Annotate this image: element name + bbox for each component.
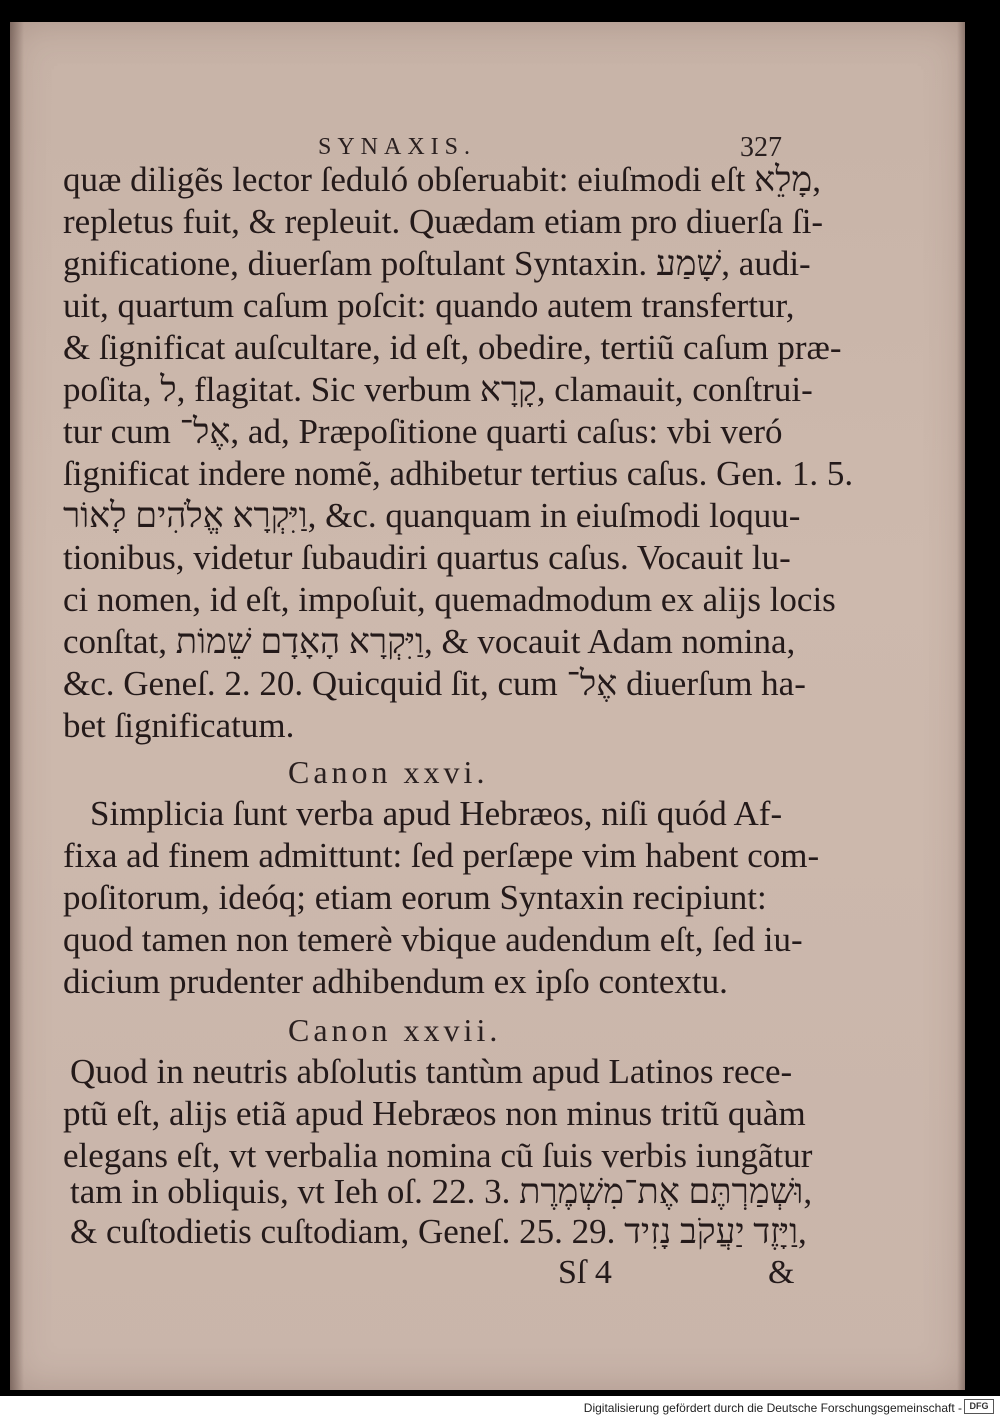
text-line: dicium prudenter adhibendum ex ipſo contextu.	[63, 962, 728, 1001]
footer-credit: Digitalisierung gefördert durch die Deutsche Forschungsgemeinschaft -	[583, 1401, 962, 1415]
text-line: quod tamen non temerè vbique audendum eſt, ſed iu-	[63, 920, 803, 959]
text-line: uit, quartum caſum poſcit: quando autem transfertur,	[63, 286, 795, 325]
text-line: tur cum אֶל־, ad, Præpoſitione quarti caſus: vbi veró	[63, 412, 783, 451]
text-line: & cuſtodietis cuſtodiam, Geneſ. 25. 29. וַיָּזֶד יַעֲקֹב נָזִיד,	[70, 1212, 807, 1251]
canon-heading: Canon xxvii.	[288, 1012, 502, 1048]
text-line: ſignificat indere nomẽ, adhibetur tertius caſus. Gen. 1. 5.	[63, 454, 854, 493]
text-line: repletus fuit, & repleuit. Quædam etiam pro diuerſa ſi-	[63, 202, 824, 241]
text-line: tionibus, videtur ſubaudiri quartus caſus. Vocauit lu-	[63, 538, 791, 577]
running-head: SYNAXIS.	[318, 134, 477, 160]
text-line: tam in obliquis, vt Ieh oſ. 22. 3. וּשְׁמַרְתֶּם אֶת־מִשְׁמֶרֶת,	[70, 1172, 813, 1211]
text-line: conſtat, וַיִּקְרָא הָאָדָם שֵׁמוֹת, & vocauit Adam nomina,	[63, 622, 796, 661]
text-line: poſitorum, ideóq; etiam eorum Syntaxin recipiunt:	[63, 878, 767, 917]
catchword: &	[768, 1254, 795, 1291]
text-line: ptũ eſt, alijs etiã apud Hebræos non minus tritũ quàm	[63, 1094, 806, 1133]
dfg-logo: DFG	[964, 1399, 994, 1414]
text-line: ci nomen, id eſt, impoſuit, quemadmodum ex alijs locis	[63, 580, 836, 619]
text-line: gnificatione, diuerſam poſtulant Syntaxin. שָׁמַע, audi-	[63, 244, 811, 283]
text-line: Simplicia ſunt verba apud Hebræos, niſi quód Af-	[90, 794, 783, 833]
text-line: וַיִּקְרָא אֱלֹהִים לָאוֹר, &c. quanquam in eiuſmodi loquu-	[63, 496, 801, 535]
text-line: elegans eſt, vt verbalia nomina cũ ſuis verbis iungãtur	[63, 1136, 813, 1175]
text-line: Quod in neutris abſolutis tantùm apud Latinos rece-	[70, 1052, 793, 1091]
text-line: bet ſignificatum.	[63, 706, 295, 745]
book-page	[10, 22, 965, 1390]
text-line: quæ diligẽs lector ſeduló obſeruabit: eiuſmodi eſt מָלֵא,	[63, 160, 821, 199]
footer-bar	[0, 1396, 1000, 1418]
page-edge-shadow	[957, 22, 965, 1390]
text-line: poſita, ל, flagitat. Sic verbum קָרָא, clamauit, conſtrui-	[63, 370, 813, 409]
text-line: & ſignificat auſcultare, id eſt, obedire, tertiũ caſum præ-	[63, 328, 842, 367]
page-number: 327	[740, 132, 782, 163]
canon-heading: Canon xxvi.	[288, 754, 489, 790]
page-gutter-shadow	[10, 22, 24, 1390]
text-line: fixa ad finem admittunt: ſed perſæpe vim habent com-	[63, 836, 820, 875]
text-line: &c. Geneſ. 2. 20. Quicquid ſit, cum אֶל־ diuerſum ha-	[63, 664, 806, 703]
signature-mark: Sſ 4	[558, 1254, 612, 1291]
